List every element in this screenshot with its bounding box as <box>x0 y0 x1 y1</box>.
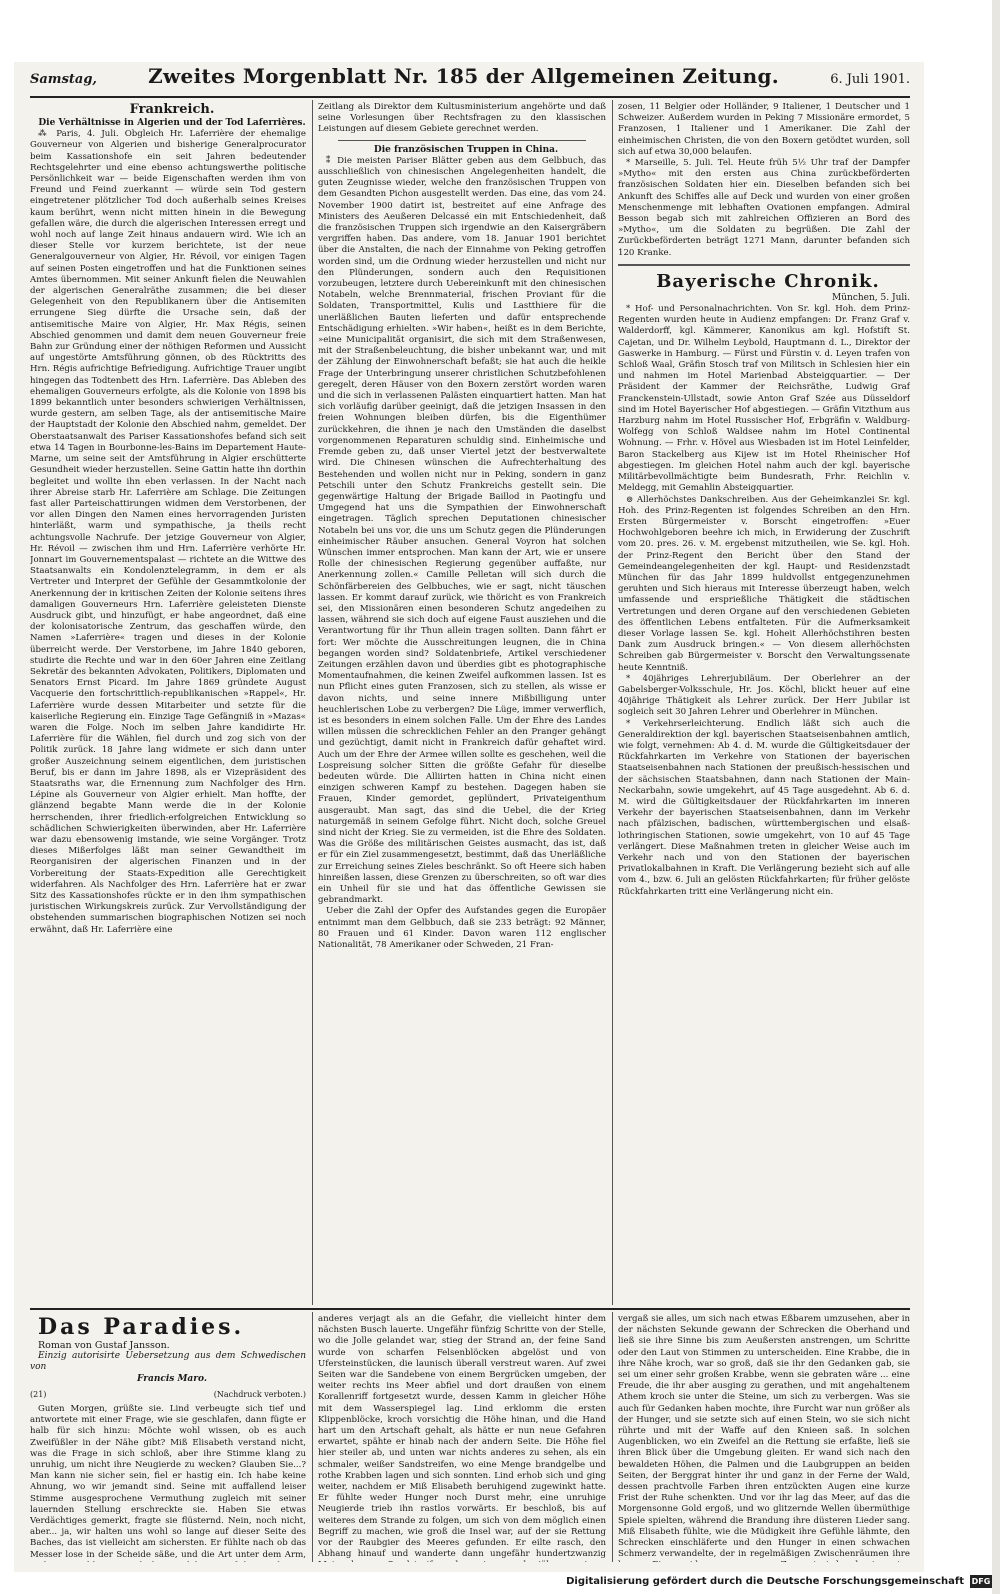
feuilleton-column-1 <box>30 1314 306 1562</box>
reprint-notice: (Nachdruck verboten.) <box>213 1389 306 1399</box>
subheading-algerien: Die Verhältnisse in Algerien und der Tod Laferrières. <box>38 118 306 128</box>
separator-thick <box>618 264 910 266</box>
installment-number: (21) <box>30 1389 47 1399</box>
feuilleton-column-rule-2 <box>612 1312 613 1562</box>
column-bayern <box>618 102 910 1302</box>
article-marseille: * Marseille, 5. Juli. Tel. Heute früh 5½ Uhr traf der Dampfer »Mytho« mit den ersten aus China zurückbeförderten französischen Soldaten hier ein. Dieselben befanden sich bei Ankunft des Schiffes alle auf Deck und wurden von einer großen Menschenmenge mit lebhaften Ovationen empfangen. Admiral Besson begab sich mit zahlreichen Offizieren an Bord des »Mytho«, um die Soldaten zu begrüßen. Die Zahl der Zurückbeförderten beträgt 1271 Mann, darunter befanden sich 120 Kranke. <box>618 158 910 258</box>
article-lehrerjubilaeum: * 40jähriges Lehrerjubiläum. Der Oberlehrer an der Gabelsberger-Volksschule, Hr. Jos. Köchl, blickt heuer auf eine 40jährige Thätigkeit als Lehrer zurück. Der Herr Jubilar ist sogleich seit 30 Jahren Lehrer und Oberlehrer in München. <box>618 673 910 718</box>
masthead-date: 6. Juli 1901. <box>830 72 910 87</box>
novel-installment-line <box>30 1389 306 1400</box>
article-china-victims: Ueber die Zahl der Opfer des Aufstandes gegen die Europäer entnimmt man dem Gelbbuch, daß sie 233 beträgt: 92 Männer, 80 Frauen und 61 Kinder. Davon waren 112 englischer Nationalität, 78 Amerikaner oder Schweden, 21 Fran- <box>318 906 606 951</box>
article-china-continued: zosen, 11 Belgier oder Holländer, 9 Italiener, 1 Deutscher und 1 Schweizer. Außerdem wurden in Peking 7 Missionäre ermordet, 5 Franzosen, 1 Italiener und 1 Amerikaner. Die Zahl der einheimischen Christen, die von den Boxern getödtet wurden, soll sich auf etwa 30,000 belaufen. <box>618 102 910 157</box>
novel-translation-note: Einzig autorisirte Uebersetzung aus dem Schwedischen von <box>30 1351 306 1373</box>
novel-text-2: anderes verjagt als an die Gefahr, die vielleicht hinter dem nächsten Busch lauerte. Ungefähr fünfzig Schritte von der Stelle, wo die Jolle gelandet war, stieg der Strand an, der feine Sand wurde von scharfen Felsenblöcken abgelöst und von Ufersteinstücken, die launisch überall verstreut waren. Auf zwei Seiten war die Sandebene von einem Bergrücken umgeben, der weiter rechts ins Meer abfiel und dort draußen von einem Korallenriff fortgesetzt wurde, dessen Kamm in gleicher Höhe mit dem Wasserspiegel lag. Lind erklomm die ersten Klippenblöcke, kroch vorsichtig die Höhe hinan, und die Hand hart um den Artschaft gehalt, als hätte er nun neue Gefahren erwartet, spähte er hinab nach der andern Seite. Die Höhe fiel hier steiler ab, und unten war nichts anderes zu sehen, als ein schmaler, weißer Sandstreifen, wo eine Menge brandgelbe und rothe Krabben lagen und sich sonnten. Lind erhob sich und ging weiter, nachdem er Miß Elisabeth beruhigend zugewinkt hatte. Er fühlte weder Hunger noch Durst mehr, eine unruhige Neugierde trieb ihn rastlos vorwärts. Er beschloß, bis auf weiteres dem Strande zu folgen, um sich von dem möglich einen Begriff zu machen, wie groß die Insel war, auf der sie Rettung vor der Raubgier des Meeres gefunden. Er eilte rasch, den Abhang hinauf und wanderte dann ungefähr hundertzwanzig <box>318 1314 606 1560</box>
heading-bayerische-chronik: Bayerische Chronik. <box>656 270 880 292</box>
novel-text-3: vergaß sie alles, um sich nach etwas Eßbarem umzusehen, aber in der nächsten Sekunde gewann der Schrecken die Oberhand und ließ sie ihre Sinne bis zum Aeußersten anstrengen, um Schritte oder den Laut von Stimmen zu unterscheiden. Eine Krabbe, die in ihre Nähe kroch, war so groß, daß sie ihr den Gedanken gab, sie sei um einer sehr großen Krabbe, wenn sie gebraten wäre ... eine Freude, die ihr aber ausging zu gerathen, und mit angehaltenem Athem kroch sie unter die Steine, um sich zu verbergen. Was sie auch für Gedanken haben mochte, ihre Furcht war nun größer als der Hunger, und sie setzte sich auf einen Stein, wo sie sich nicht rührte und mit der Waffe auf den Knieen saß. In solchen Augenblicken, wo ein Zweifel an die Rettung sie erfaßte, ließ sie ihren Blick über die Umgebung gleiten. Er wand sich nach den bewaldeten Höhen, die Palmen und die Laubgruppen an beiden Seiten, der Berggrat hinter ihr und ganz in der Ferne der Wald, dessen prachtvolle Farben ihren entzückten Augen eine kurze Frist der Ruhe schenkten. Und vor ihr lag das Meer, auf das die Morgensonne Gold ergoß, und wo glitzernde Wellen übermüthige Spiele spielten, während die Brandung ihre düsteren Lieder sang. Miß Elisabeth fühlte, wie die Müdigkeit ihre Gefühle lähmte, den Schrecken einschläferte und den Hunger in einen schwachen Schmerz verwandelte, der in regelmäßigen Zwischenräumen ihre <box>618 1314 910 1560</box>
article-algerien: ⁂ Paris, 4. Juli. Obgleich Hr. Laferrière der ehemalige Gouverneur von Algerien und bisherige Generalprocurator beim Kassationshofe ein seit Jahren bedeutender Rechtsgelehrter und eine ebenso achtungswerthe politische Persönlichkeit war — beide Eigenschaften werden ihm von Freund und Feind zuerkannt — würde sein Tod gestern eingetretener plötzlicher Tod doch außerhalb seines Kreises kaum berührt, wenn nicht mitten hinein in die Bewegung gefallen wäre, die durch die algerischen Interessen erregt und wohl noch auf lange Zeit hinaus andauern wird. Wie ich an dieser Stelle vor kurzem berichtete, ist der neue Generalgouverneur von Algier, Hr. Révoil, vor einigen Tagen auf seinen Posten eingetroffen und hat die Funktionen seines Amtes übernommen. Mit seiner Ankunft fielen die Neuwahlen der algerischen Generalräthe zusammen; die bei dieser Gelegenheit von den Republikanern über die Antisemiten errungene Sieg dürfte die Ursache sein, daß der antisemitische Maire von Algier, Hr. Max Régis, seinen Abschied genommen und damit dem neuen Gouverneur freie Bahn zur Gründung einer der nöthigen Reformen und Aussicht auf ungestörte Amtsführung gönnen, ob des Rücktritts des Hrn. Régis aufrichtige Befriedigung. Aufrichtige Trauer ungibt hingegen das Todtenbett des Hrn. Laferrière. Das Ableben des ehemaligen Gouverneurs erfolgte, als die Kolonie von 1898 bis 1899 bekanntlich unter besonders schwierigen Verhältnissen, wurde gestern, am selben Tage, als der antisemitische Maire der Hauptstadt der Kolonie den Abschied nahm, gemeldet. Der Oberstaatsanwalt des Pariser Kassationshofes befand sich seit etwa 14 Tagen in Bourbonne-les-Bains im Departement Haute-Marne, um seine seit der Amtsführung in Algier erschütterte Gesundheit wieder herzustellen. Seine Gattin hatte ihn dorthin begleitet und wollte ihn eben verlassen. In der Nacht nach ihrer Abreise starb Hr. Laferrière am Schlage. Die Zeitungen fast aller Parteischattirungen widmen dem Verstorbenen, der vor allen Dingen den Namen eines hervorragenden Juristen hinterläßt, warm und sympathische, ja theils recht achtungsvolle Nachrufe. Der jetzige Gouverneur von Algier, Hr. Révoil — zwischen ihm und Hrn. Laferrière verhörte Hr. Jonnart im Gouvernementspalast — richtete an die Wittwe des Staatsanwalts ein Kondolenztelegramm, in dem er als Vertreter und Interpret der Gefühle der Gesammtkolonie der Anerkennung der in kritischen Zeiten der Kolonie seitens ihres damaligen Gouverneurs Hrn. Laferrière geleisteten Dienste Ausdruck gibt, und hinzufügt, er habe angeordnet, daß eine der kolonisatorische Zentrum, das geschaffen würde, den Namen »Laferrière« tragen und dieses in der Kolonie überreicht werde. Der Verstorbene, im Jahre 1840 geboren, studirte die Rechte und war in den 60er Jahren eine Zeitlang Sekretär des bekannten Advokaten, Politikers, Diplomaten und Senators Ernst Picard. Im Jahre 1869 gründete August Vacquerie den fortschrittlich-republikanischen »Rappel«, Hr. Laferrière wurde dessen Mitarbeiter und setzte für die kaiserliche Regierung ein. Einzige Tage Gefängniß in »Mazas« waren die Folge. Noch im selben Jahre kandidirte Hr. Laferrière für die Wählen, fiel durch und zog sich von der Politik zurück. 18 Jahre lang widmete er sich dann unter großer Auszeichnung seinem eigentlichen, dem juristischen Beruf, bis er dann im Jahre 1898, als er Vizepräsident des Staatsraths war, die Ernennung zum Nachfolger des Hrn. Lépine als Gouverneur von Algier erhielt. Man hoffte, der glänzend begabte Mann werde die in der Kolonie herrschenden, ihrer friedlich-erfolgreichen Entwicklung so schädlichen Schwierigkeiten überwinden, aber Hr. Laferrière war dazu ebensowenig imstande, wie seine Vorgänger. Trotz dieses Mißerfolges läßt man seiner Gewandtheit im Reorganisiren der algerischen Finanzen und in der Vorbereitung der Staats-Expedition alle Gerechtigkeit widerfahren. Als Nachfolger des Hrn. Laferrière hat er zwar Sitz des Kassationshofes rückte er in den ihm sympathischen juristischen Wirkungskreis zurück. Zur Vervollständigung der obstehenden summarischen biographischen Notizen sei noch erwähnt, daß Hr. Laferrière eine <box>30 129 306 935</box>
separator <box>338 140 586 141</box>
feuilleton-column-3 <box>618 1314 910 1562</box>
masthead-day: Samstag, <box>30 72 97 87</box>
column-china <box>318 102 606 1302</box>
feuilleton-column-2 <box>318 1314 606 1562</box>
dfg-logo-icon: DFG <box>971 1577 991 1586</box>
novel-title: Das Paradies. <box>38 1314 245 1340</box>
article-verkehrserleichterung: * Verkehrserleichterung. Endlich läßt sich auch die Generaldirektion der kgl. bayerischen Staatseisenbahnen amtlich, wie folgt, vernehmen: Ab 4. d. M. wurde die Gültigkeitsdauer der Rückfahrkarten im Verkehre von Stationen der bayerischen Staatseisenbahnen nach Stationen der preußisch-hessischen und der sächsischen Staatsbahnen, dann nach Stationen der Main-Neckarbahn, sowie umgekehrt, auf 45 Tage ausgedehnt. Ab 6. d. M. wird die Gültigkeitsdauer der Rückfahrkarten im inneren Verkehr der bayerischen Staatseisenbahnen, dann im Verkehr nach pfälzischen, badischen, württembergischen und elsaß-lothringischen Stationen, sowie umgekehrt, von 10 auf 45 Tage verlängert. Diese Maßnahmen treten in gleicher Weise auch im Verkehr nach und von den Stationen der bayerischen Privatlokalbahnen in Kraft. Die Verlängerung bezieht sich auf alle vom 4., bzw. 6. Juli an gelösten Rückfahrkarten; für früher gelöste Rückfahrkarten tritt eine Verlängerung nicht ein. <box>618 718 910 897</box>
novel-translator: Francis Maro. <box>137 1373 207 1384</box>
column-frankreich <box>30 102 306 1302</box>
novel-text-1: Guten Morgen, grüßte sie. Lind verbeugte sich tief und antwortete mit einer Frage, wie sie geschlafen, dann fügte er halb für sich hinzu: Möchte wohl wissen, ob es auch Zweifüßler in der Nähe gibt? Miß Elisabeth verstand nicht, was die Frage in sich schloß, aber ihre Stimme klang zu unruhig, um nicht ihre Neugierde zu wecken? Glauben Sie...? Man kann nie sicher sein, fiel er hastig ein. Ich habe keine Ahnung, wo wir jemandt sind. Seine mit auffallend leiser Stimme ausgesprochene Vermuthung zugleich mit seiner lauernden Stellung erschreckte sie. Haben Sie etwas Verdächtiges gemerkt, fragte sie flüsternd. Nein, noch nicht, aber... ja, wir halten uns wohl so lange auf dieser Seite des Baches, das ist vielleicht am sichersten. Er fühlte nach ob das Messer lose in der Scheide säße, und die Art unter dem Arm, <box>30 1404 306 1560</box>
masthead <box>30 64 910 96</box>
article-dankschreiben: ⊚ Allerhöchstes Dankschreiben. Aus der Geheimkanzlei Sr. kgl. Hoh. des Prinz-Regenten ist folgendes Schreiben an den Hrn. Ersten Bürgermeister v. Borscht eingetroffen: »Euer Hochwohlgeboren beehre ich mich, in Erwiderung der Zuschrift vom 20. pres. 26. v. M. ergebenst mitzutheilen, wie Se. kgl. Hoh. der Prinz-Regent den Bericht über den Stand der Gemeindeangelegenheiten der kgl. Haupt- und Residenzstadt München für das Jahr 1899 huldvollst entgegenzunehmen geruhten und Sich hieraus mit Interesse überzeugt haben, welch umfassende und ersprießliche Thätigkeit die städtischen Vertretungen und deren Organe auf den verschiedenen Gebieten des öffentlichen Lebens entfalteten. Für die Aufmerksamkeit dieser Vorlage lassen Se. kgl. Hoheit Allerhöchstihren besten Dank zum Ausdruck bringen.« — Von diesem allerhöchsten Schreiben gab Bürgermeister v. Borscht den Verwaltungssenate heute Kenntniß. <box>618 494 910 673</box>
column-rule-1 <box>312 100 313 1305</box>
novel-author: Roman von Gustaf Jansson. <box>38 1340 170 1351</box>
article-hofnachrichten: * Hof- und Personalnachrichten. Von Sr. kgl. Hoh. dem Prinz-Regenten wurden heute in Audienz empfangen: Dr. Franz Graf v. Walderdorff, kgl. Kämmerer, Kanonikus am kgl. Hofstift St. Cajetan, und Dr. Wilhelm Leybold, Hauptmann d. L., Direktor der Gaswerke in Hamburg. — Fürst und Fürstin v. d. Leyen trafen von Schloß Waal, Gräfin Stosch traf von Militsch in Schlesien hier ein und nahmen im Hotel Marienbad Absteigquartier. — Der Präsident der Kammer der Reichsräthe, Ludwig Graf Franckenstein-Ullstadt, sowie Anton Graf Szée aus Düsseldorf sind im Hotel Bayerischer Hof abgestiegen. — Gräfin Vitzthum aus Harzburg nahm im Hotel Russischer Hof, Erbgräfin v. Waldburg-Wolfegg von Schloß Waldsee nahm im Hotel Continental Wohnung. — Frhr. v. Hövel aus Wiesbaden ist im Hotel Leinfelder, Baron Stackelberg aus Kijew ist im Hotel Rheinischer Hof abgestiegen. Im gleichen Hotel nahm auch der kgl. bayerische Militärbevollmächtigte beim Bundesrath, Frhr. Reichlin v. Meldegg, mit Gemahlin Absteigquartier. <box>618 304 910 494</box>
dateline-muenchen: München, 5. Juli. <box>832 292 910 303</box>
heading-frankreich: Frankreich. <box>129 102 215 117</box>
masthead-rule <box>30 96 910 98</box>
masthead-title: Zweites Morgenblatt Nr. 185 der Allgemeinen Zeitung. <box>148 64 779 88</box>
article-china: ⁑ Die meisten Pariser Blätter geben aus dem Gelbbuch, das ausschließlich von chinesischen Angelegenheiten handelt, die guten Zeugnisse wieder, welche den französischen Truppen von dem Gesandten Pichon ausgestellt werden. Das eine, das vom 24. November 1900 datirt ist, bestreitet auf eine Anfrage des Ministers des Aeußeren Delcassé ein mit Entschiedenheit, daß die französischen Truppen sich irgendwie an den Kaisergräbern vergriffen haben. Das andere, vom 18. Januar 1901 berichtet über die Anstalten, die nach der Einnahme von Peking getroffen worden sind, um die Ordnung wieder herzustellen und nicht nur den Plünderungen, sondern auch den Requisitionen vorzubeugen, letztere durch Uebereinkunft mit den chinesischen Notabeln, welche Brennmaterial, frischen Proviant für die Soldaten, Transportmittel, Kulis und Lastthiere für die unerläßlichen Bauten lieferten und dafür entsprechende Entschädigung erhielten. »Wir haben«, heißt es in dem Berichte, »eine Municipalität organisirt, die sich mit dem Straßenwesen, mit der Straßenbeleuchtung, die bisher unbekannt war, und mit der Zählung der Einwohnerschaft befaßt; sie hat auch die heikle Frage der Unterbringung unserer christlichen Schutzbefohlenen geregelt, deren Häuser von den Boxern zerstört worden waren und die sich in verlassenen Palästen einquartiert hatten. Man hat sich vorläufig darüber geeinigt, daß die jetzigen Insassen in den freien Wohnungen bleiben dürfen, bis die Eigenthümer zurückkehren, die ihnen je nach den Umständen die daselbst vorgenommenen Reparaturen schuldig sind. Einheimische und Fremde geben zu, daß unser Viertel jetzt der bestverwaltete wird. Die Chinesen wünschen die Aufrechterhaltung des Bestehenden und wollen nicht nur in Peking, sondern in ganz Petschili unter den Schutz Frankreichs gestellt sein. Die gegenwärtige Haltung der Brigade Baillod in Paotingfu und Umgegend hat uns die Sympathien der Einwohnerschaft eingetragen. Täglich sprechen Deputationen chinesischer Notabeln bei uns vor, die uns um Schutz gegen die Plünderungen einheimischer Räuber ansuchen. General Voyron hat solchen Wünschen immer entsprochen. Man kann der Art, wie er unsere Rolle der chinesischen Regierung gegenüber auffaßte, nur Anerkennung zollen.« Camille Pelletan will sich durch die Schönfärbereien des Gelbbuches, wie er sagt, nicht täuschen lassen. Er kommt darauf zurück, wie thöricht es von Frankreich sei, den Missionären einen besonderen Schutz angedeihen zu lassen, während sie sich doch auf eigene Faust ausziehen und die Verantwortung für ihr Thun allein tragen sollten. Dann fährt er fort: Wer möchte die Ausschreitungen leugnen, die in China begangen worden sind? Soldatenbriefe, Artikel verschiedener Zeitungen erzählen davon und überdies gibt es photographische Momentaufnahmen, die keinen Zweifel aufkommen lassen. Ist es nun Pflicht eines guten Franzosen, sich zu stellen, als wisse er davon nichts, und seine innere Mißbilligung unter heuchlerischen Lobe zu verbergen? Die Lüge, immer verwerflich, ist es besonders in einem solchen Falle. Um der Ehre des Landes willen müssen die schrecklichen Fehler an den Pranger gehängt und gezüchtigt, damit nicht in Frankreich dafür gehaftet wird. Auch um der Ehre der Armee willen sollte es geschehen, weil die Lospreisung solcher Sitten die größte Gefahr für dieselbe bedeuten würde. Die Alliirten hatten in China nicht einen einzigen schweren Kampf zu bestehen. Dagegen haben sie Frauen, Kinder gemordet, geplündert, Privateigenthum ausgeraubt. Man sagt, das sind die Uebel, die der Krieg naturgemäß in seinem Gefolge führt. Nicht doch, solche Greuel sind nicht der Krieg. Sie zu vermeiden, ist die Ehre des Soldaten. Was die Größe des militärischen Geistes ausmacht, das ist, daß er für ein Ziel zusammengesetzt, bestimmt, daß das Unerläßliche zur Erreichung seines Zieles beschränkt. So oft Heere sich haben hinreißen lassen, diese Grenzen zu überschreiten, so oft war dies ein Unheil für sie und hat das öffentliche Gewissen sie gebrandmarkt. <box>318 155 606 906</box>
feuilleton-column-rule-1 <box>312 1312 313 1562</box>
heading-china: Die französischen Truppen in China. <box>373 144 559 155</box>
footer-text: Digitalisierung gefördert durch die Deutsche Forschungsgemeinschaft <box>566 1576 964 1587</box>
feuilleton-rule <box>30 1308 910 1310</box>
column-rule-2 <box>612 100 613 1305</box>
digitization-footer <box>566 1575 992 1588</box>
article-algerien-continued: Zeitlang als Direktor dem Kultusministerium angehörte und daß seine Vorlesungen über Rechtsfragen zu den klassischen Leistungen auf diesem Gebiete gerechnet werden. <box>318 102 606 135</box>
scan-edge-strip <box>992 0 1000 1594</box>
